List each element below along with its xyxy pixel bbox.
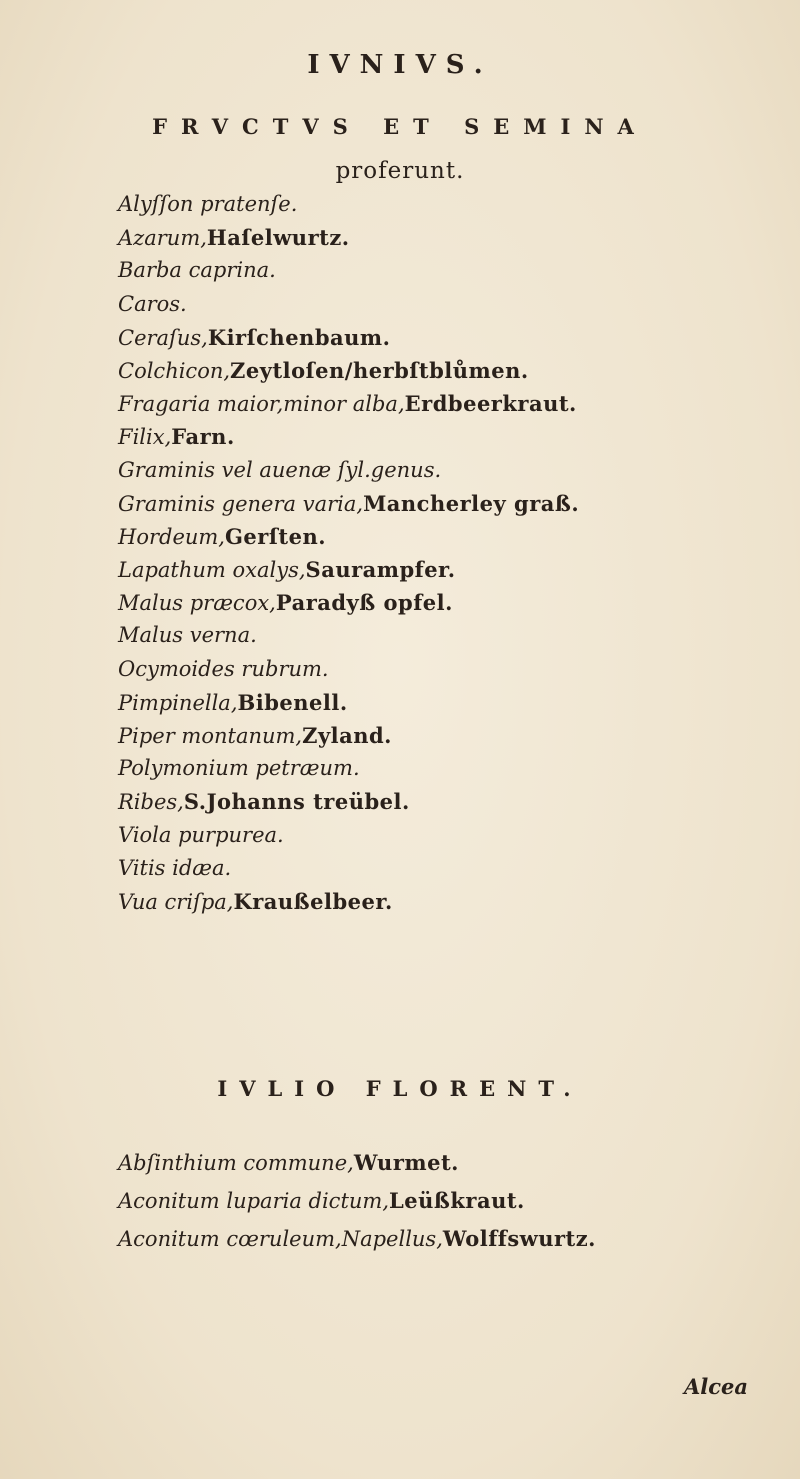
latin-name: Abſinthium commune, bbox=[118, 1151, 354, 1175]
latin-name: Vua criſpa, bbox=[118, 889, 234, 914]
list-item bbox=[118, 221, 778, 254]
latin-name: Aconitum cœruleum,Napellus, bbox=[118, 1227, 443, 1251]
list-item bbox=[118, 653, 778, 686]
list-item bbox=[118, 487, 778, 520]
latin-name: Colchicon, bbox=[118, 358, 231, 383]
german-name: Wolffswurtz. bbox=[442, 1226, 596, 1251]
german-name: Haſelwurtz. bbox=[206, 225, 350, 251]
german-name: Paradyß opfel. bbox=[275, 590, 453, 616]
german-name: Kirſchenbaum. bbox=[207, 324, 391, 350]
latin-name: Ribes, bbox=[118, 790, 184, 815]
german-name: Kraußelbeer. bbox=[233, 888, 393, 914]
list-item bbox=[118, 819, 778, 852]
german-name: S.Johanns treübel. bbox=[183, 789, 410, 815]
latin-name: Barba caprina. bbox=[118, 258, 276, 283]
latin-name: Aconitum luparia dictum, bbox=[118, 1189, 389, 1213]
latin-name: Fragaria maior,minor alba, bbox=[118, 392, 405, 417]
plant-list-iulio bbox=[118, 1144, 778, 1258]
plant-list-fructus bbox=[118, 188, 778, 918]
list-item bbox=[118, 852, 778, 885]
list-item bbox=[118, 188, 778, 221]
latin-name: Viola purpurea. bbox=[118, 822, 284, 847]
latin-name: Caros. bbox=[118, 291, 187, 316]
german-name: Zeytloſen/herbſtblůmen. bbox=[230, 357, 529, 383]
list-item bbox=[118, 520, 778, 553]
list-item bbox=[118, 1182, 778, 1220]
german-name: Gerſten. bbox=[224, 523, 327, 549]
latin-name: Pimpinella, bbox=[118, 690, 238, 715]
list-item bbox=[118, 254, 778, 287]
catchword: Alcea bbox=[683, 1374, 748, 1399]
german-name: Saurampfer. bbox=[305, 557, 456, 583]
list-item bbox=[118, 719, 778, 752]
latin-name: Vitis idæa. bbox=[118, 855, 232, 880]
latin-name: Polymonium petræum. bbox=[118, 756, 360, 781]
german-name: Farn. bbox=[171, 424, 235, 450]
latin-name: Filix, bbox=[118, 425, 172, 450]
latin-name: Alyſſon pratenſe. bbox=[118, 192, 298, 216]
section-title-iulio: IVLIO FLORENT. bbox=[217, 1076, 583, 1101]
running-head: IVNIVS. bbox=[307, 50, 493, 80]
section-title-fructus: FRVCTVS ET SEMINA bbox=[152, 114, 648, 139]
list-item bbox=[118, 387, 778, 420]
latin-name: Ocymoides rubrum. bbox=[118, 656, 329, 681]
latin-name: Malus præcox, bbox=[118, 591, 276, 616]
list-item bbox=[118, 1220, 778, 1258]
german-name: Erdbeerkraut. bbox=[404, 391, 577, 417]
list-item bbox=[118, 752, 778, 785]
list-item bbox=[118, 885, 778, 918]
list-item bbox=[118, 288, 778, 321]
german-name: Leüßkraut. bbox=[389, 1188, 525, 1213]
german-name: Mancherley graß. bbox=[363, 490, 580, 516]
list-item bbox=[118, 686, 778, 719]
latin-name: Ceraſus, bbox=[118, 325, 208, 350]
latin-name: Azarum, bbox=[118, 226, 207, 251]
section-subtitle: proferunt. bbox=[335, 158, 465, 184]
latin-name: Lapathum oxalys, bbox=[118, 558, 306, 583]
latin-name: Hordeum, bbox=[118, 524, 225, 549]
list-item bbox=[118, 1144, 778, 1182]
list-item bbox=[118, 354, 778, 387]
latin-name: Malus verna. bbox=[118, 623, 257, 648]
latin-name: Graminis vel auenæ ſyl.genus. bbox=[118, 457, 442, 482]
latin-name: Graminis genera varia, bbox=[118, 491, 364, 516]
list-item bbox=[118, 619, 778, 652]
list-item bbox=[118, 420, 778, 453]
list-item bbox=[118, 553, 778, 586]
latin-name: Piper montanum, bbox=[118, 724, 303, 748]
list-item bbox=[118, 454, 778, 487]
german-name: Wurmet. bbox=[353, 1150, 459, 1175]
german-name: Zyland. bbox=[302, 723, 392, 748]
list-item bbox=[118, 321, 778, 354]
german-name: Bibenell. bbox=[237, 689, 348, 715]
list-item bbox=[118, 785, 778, 818]
list-item bbox=[118, 586, 778, 619]
